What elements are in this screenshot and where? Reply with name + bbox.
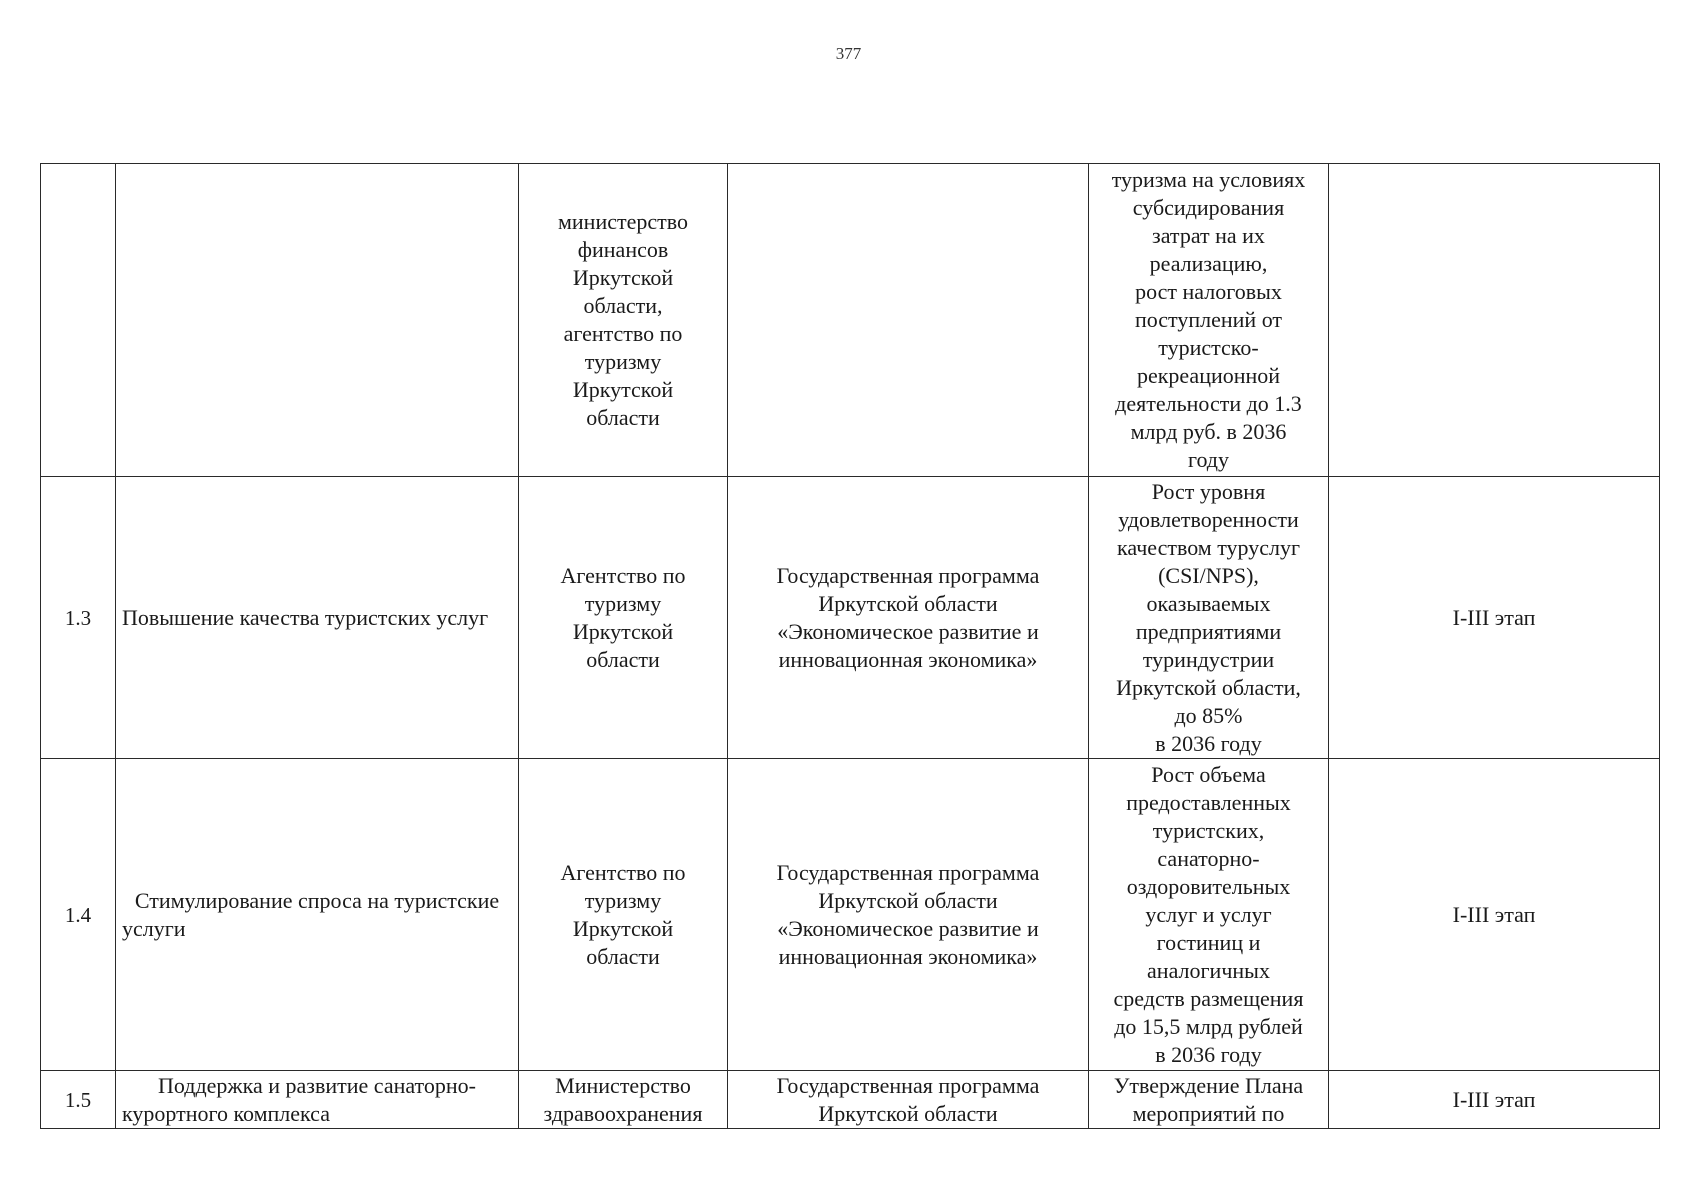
- measure-name-cell: [116, 164, 519, 477]
- row-number-cell: [41, 164, 116, 477]
- row-number-cell: 1.5: [41, 1071, 116, 1129]
- responsible-cell: министерство финансов Иркутской области, агентство по туризму Иркутской области: [519, 164, 728, 477]
- stage-cell: [1329, 164, 1660, 477]
- row-number-cell: 1.3: [41, 477, 116, 759]
- responsible-cell: Агентство по туризму Иркутской области: [519, 759, 728, 1071]
- result-cell: Утверждение Плана мероприятий по: [1089, 1071, 1329, 1129]
- page-number: 377: [835, 44, 862, 63]
- responsible-cell: Агентство по туризму Иркутской области: [519, 477, 728, 759]
- measure-name-cell: Стимулирование спроса на туристские услуги: [116, 759, 519, 1071]
- row-number-cell: 1.4: [41, 759, 116, 1071]
- table-row: [41, 1071, 1660, 1129]
- table-row: [41, 759, 1660, 1071]
- program-cell: Государственная программа Иркутской области: [728, 1071, 1089, 1129]
- result-cell: Рост уровня удовлетворенности качеством туруслуг (CSI/NPS), оказываемых предприятиями туриндустрии Иркутской области, до 85% в 2036 году: [1089, 477, 1329, 759]
- program-cell: Государственная программа Иркутской области «Экономическое развитие и инновационная экономика»: [728, 759, 1089, 1071]
- stage-cell: I-III этап: [1329, 1071, 1660, 1129]
- measures-table: [40, 163, 1660, 1129]
- measure-name-cell: Повышение качества туристских услуг: [116, 477, 519, 759]
- result-cell: Рост объема предоставленных туристских, санаторно- оздоровительных услуг и услуг гостиниц и аналогичных средств размещения до 15,5 млрд рублей в 2036 году: [1089, 759, 1329, 1071]
- stage-cell: I-III этап: [1329, 477, 1660, 759]
- program-cell: [728, 164, 1089, 477]
- table-row: [41, 164, 1660, 477]
- measure-name-cell: Поддержка и развитие санаторно-курортного комплекса: [116, 1071, 519, 1129]
- stage-cell: I-III этап: [1329, 759, 1660, 1071]
- program-cell: Государственная программа Иркутской области «Экономическое развитие и инновационная экономика»: [728, 477, 1089, 759]
- table-row: [41, 477, 1660, 759]
- result-cell: туризма на условиях субсидирования затрат на их реализацию, рост налоговых поступлений от туристско- рекреационной деятельности до 1.3 млрд руб. в 2036 году: [1089, 164, 1329, 477]
- responsible-cell: Министерство здравоохранения: [519, 1071, 728, 1129]
